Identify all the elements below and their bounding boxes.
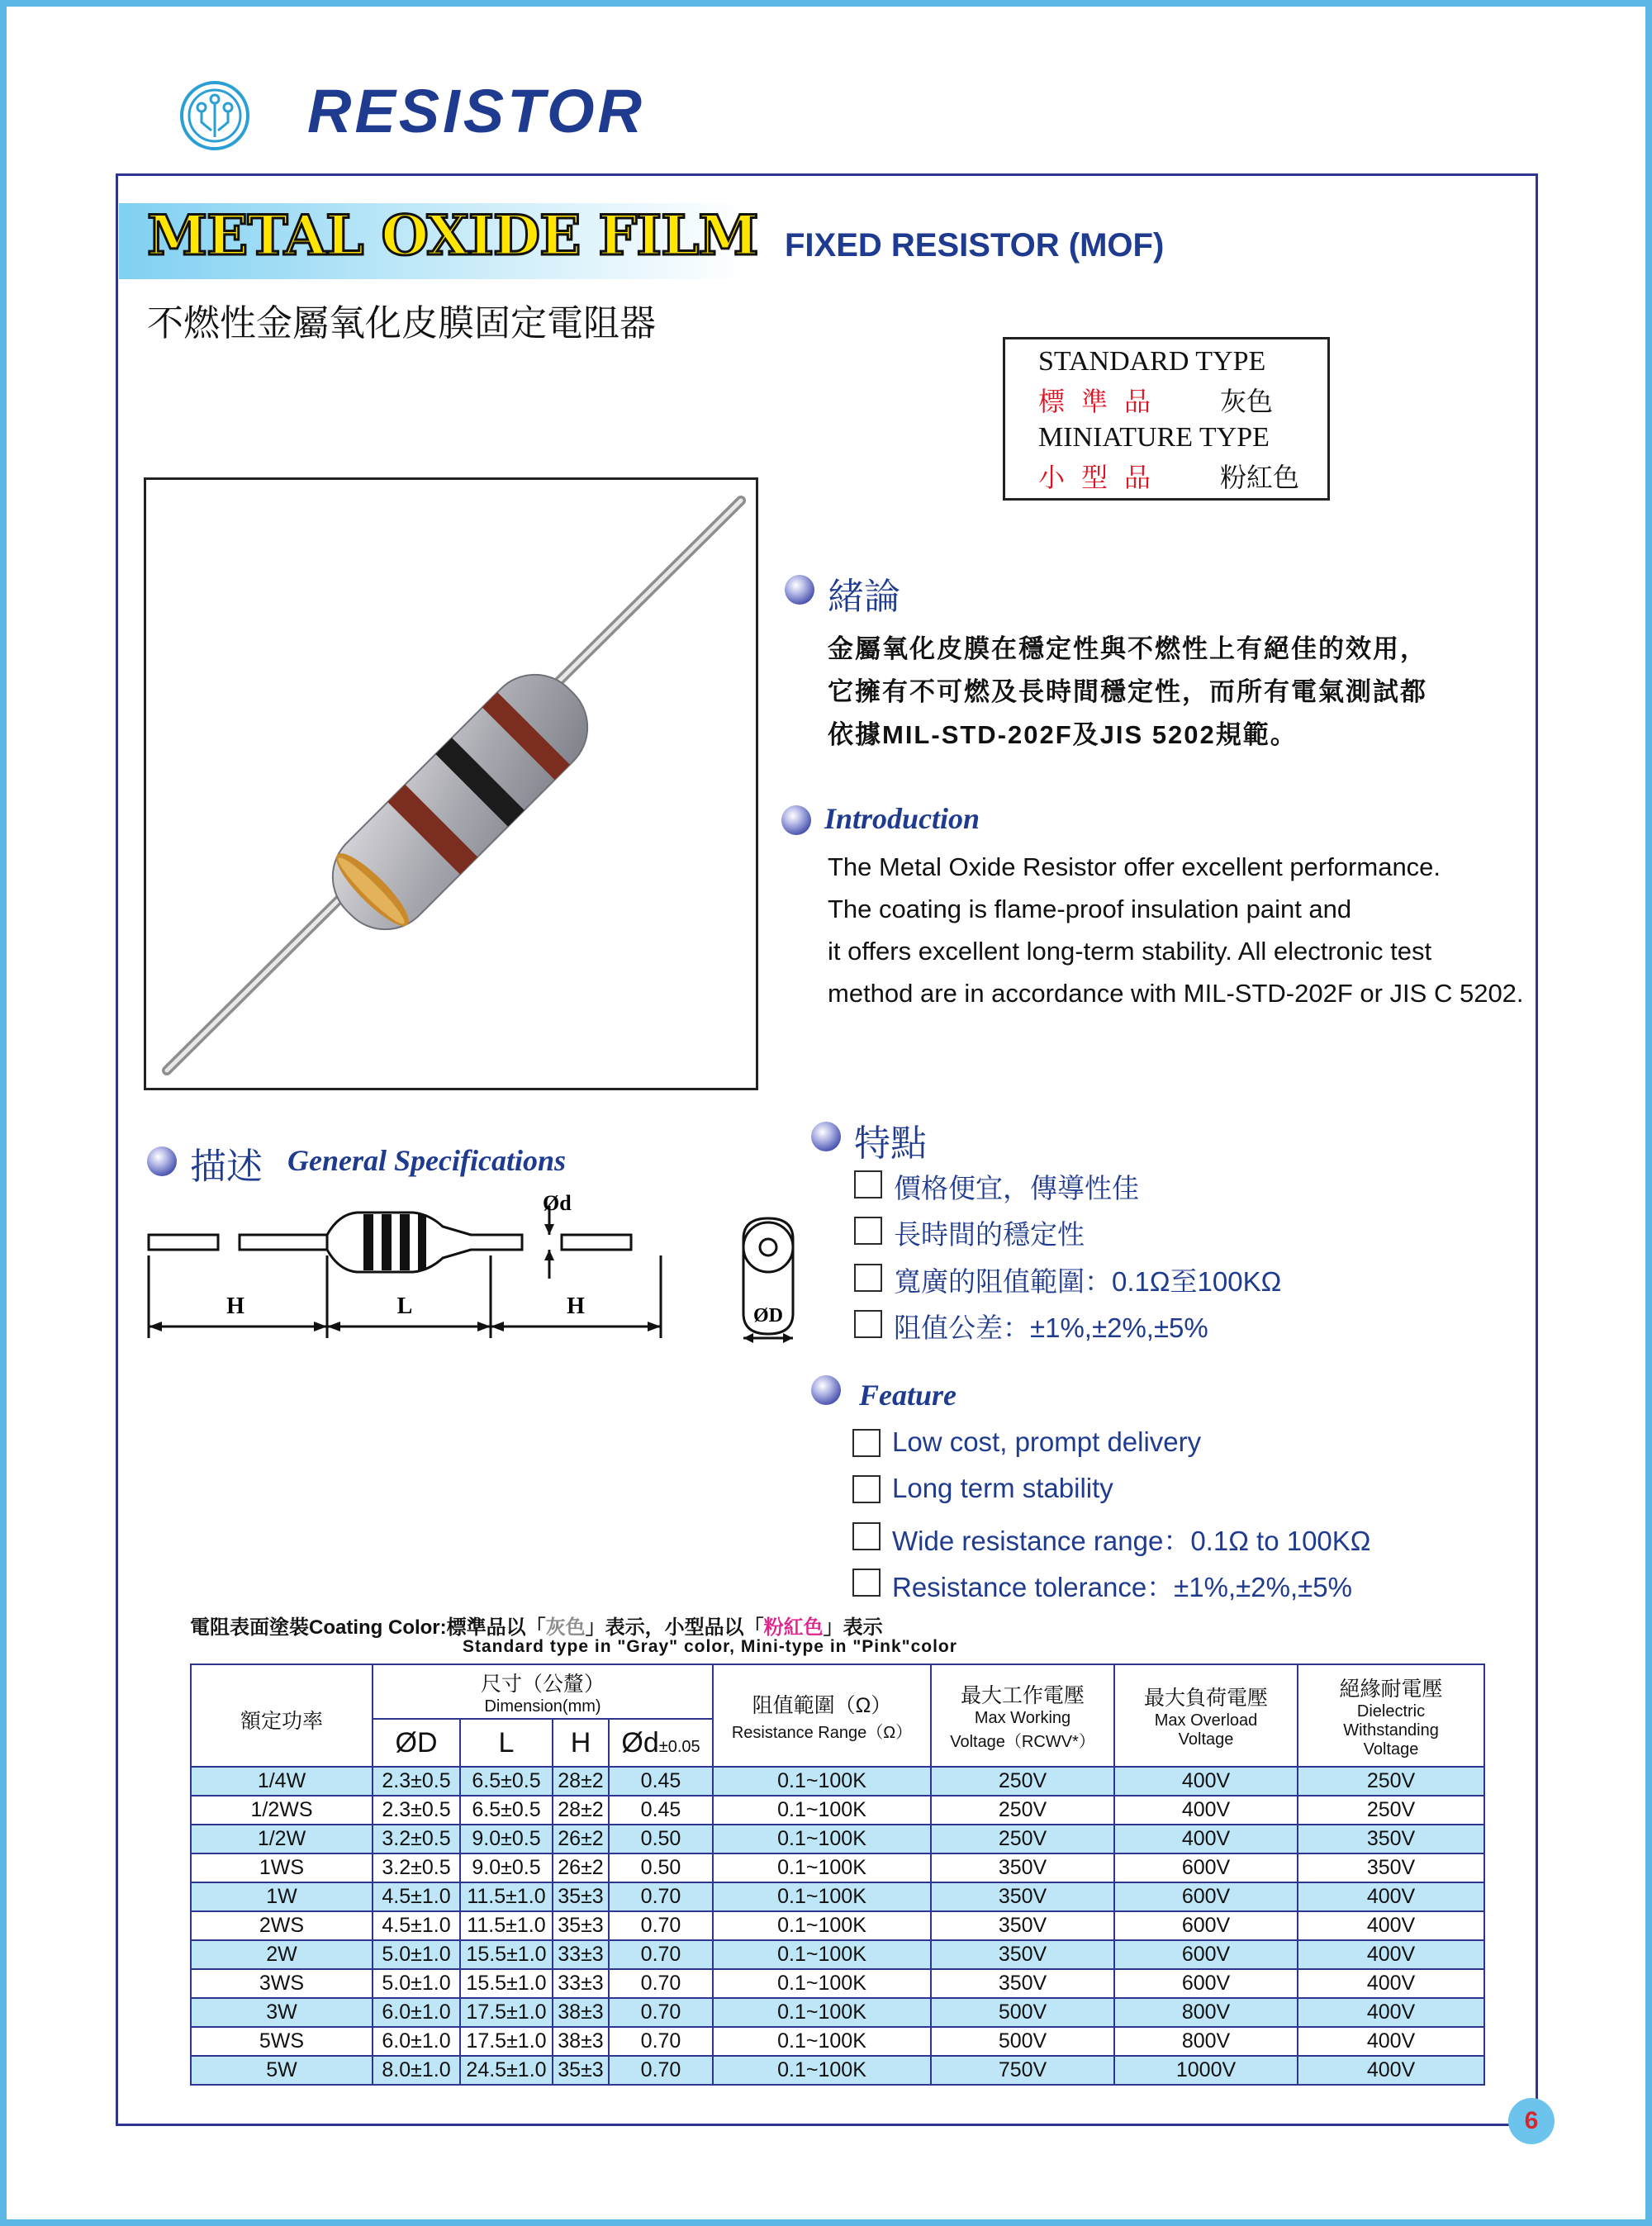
cell-resistance-range: 0.1~100K bbox=[713, 1796, 931, 1825]
product-photo bbox=[144, 477, 758, 1090]
table-row bbox=[191, 1853, 1484, 1882]
product-title: METAL OXIDE FILM bbox=[147, 203, 758, 268]
page-number: 6 bbox=[1508, 2098, 1555, 2144]
cell-lead-diameter: 0.50 bbox=[609, 1825, 713, 1853]
cell-diameter: 3.2±0.5 bbox=[373, 1853, 460, 1882]
cell-max-overload-voltage: 600V bbox=[1114, 1853, 1298, 1882]
header-text: Ød bbox=[621, 1726, 659, 1758]
header-text: 額定功率 bbox=[240, 1710, 323, 1733]
cell-max-working-voltage: 350V bbox=[931, 1882, 1114, 1911]
cell-lead-length: 26±2 bbox=[553, 1853, 609, 1882]
cell-dielectric-voltage: 400V bbox=[1298, 1940, 1484, 1969]
miniature-type-label: MINIATURE TYPE bbox=[1038, 422, 1270, 453]
feature-en-4: Resistance tolerance：±1%,±2%,±5% bbox=[892, 1572, 1352, 1602]
cell-resistance-range: 0.1~100K bbox=[713, 1853, 931, 1882]
cell-max-working-voltage: 250V bbox=[931, 1825, 1114, 1853]
cell-max-overload-voltage: 600V bbox=[1114, 1969, 1298, 1998]
cell-lead-length: 35±3 bbox=[553, 1911, 609, 1940]
coating-suffix: 」表示 bbox=[823, 1616, 883, 1639]
cell-resistance-range: 0.1~100K bbox=[713, 1911, 931, 1940]
feature-en-1: Low cost, prompt delivery bbox=[892, 1426, 1202, 1457]
specs-heading-en: General Specifications bbox=[287, 1144, 566, 1177]
cell-max-overload-voltage: 600V bbox=[1114, 1882, 1298, 1911]
cell-lead-diameter: 0.70 bbox=[609, 1940, 713, 1969]
cell-power-rating: 5W bbox=[191, 2056, 373, 2085]
cell-power-rating: 1/4W bbox=[191, 1767, 373, 1796]
header-text: Max Working bbox=[974, 1709, 1071, 1727]
header-lead-length: H bbox=[553, 1719, 609, 1767]
cell-length: 11.5±1.0 bbox=[460, 1882, 553, 1911]
cell-resistance-range: 0.1~100K bbox=[713, 1998, 931, 2027]
dim-label-h: H bbox=[226, 1293, 244, 1319]
header-text: Dielectric bbox=[1356, 1702, 1426, 1721]
feature-en-3: Wide resistance range：0.1Ω to 100KΩ bbox=[892, 1526, 1371, 1556]
header-text: Dimension(mm) bbox=[484, 1697, 601, 1716]
cell-lead-length: 38±3 bbox=[553, 1998, 609, 2027]
cell-diameter: 4.5±1.0 bbox=[373, 1882, 460, 1911]
cell-dielectric-voltage: 400V bbox=[1298, 2056, 1484, 2085]
table-row bbox=[191, 2027, 1484, 2056]
cell-diameter: 5.0±1.0 bbox=[373, 1940, 460, 1969]
header-text: ±0.05 bbox=[658, 1737, 700, 1756]
cell-lead-length: 35±3 bbox=[553, 2056, 609, 2085]
cell-power-rating: 1WS bbox=[191, 1853, 373, 1882]
header-diameter: ØD bbox=[373, 1719, 460, 1767]
cell-max-overload-voltage: 400V bbox=[1114, 1825, 1298, 1853]
cell-diameter: 2.3±0.5 bbox=[373, 1796, 460, 1825]
cell-max-overload-voltage: 800V bbox=[1114, 1998, 1298, 2027]
header-text: 最大工作電壓 bbox=[961, 1684, 1085, 1707]
cell-resistance-range: 0.1~100K bbox=[713, 1825, 931, 1853]
cell-max-overload-voltage: 600V bbox=[1114, 1940, 1298, 1969]
cell-diameter: 8.0±1.0 bbox=[373, 2056, 460, 2085]
cell-power-rating: 1/2W bbox=[191, 1825, 373, 1853]
cell-diameter: 6.0±1.0 bbox=[373, 1998, 460, 2027]
cell-max-working-voltage: 500V bbox=[931, 2027, 1114, 2056]
checkbox-icon bbox=[854, 1170, 882, 1198]
cell-max-overload-voltage: 400V bbox=[1114, 1767, 1298, 1796]
miniature-type-color: 粉紅色 bbox=[1220, 462, 1300, 493]
cell-max-working-voltage: 500V bbox=[931, 1998, 1114, 2027]
cell-dielectric-voltage: 350V bbox=[1298, 1853, 1484, 1882]
spec-table bbox=[190, 1664, 1485, 2086]
header-resistance-range bbox=[713, 1664, 931, 1767]
feature-zh-4: 阻值公差：±1%,±2%,±5% bbox=[894, 1312, 1208, 1343]
coating-prefix: 電阻表面塗裝Coating Color:標準品以「 bbox=[190, 1616, 546, 1639]
header-text: 絕緣耐電壓 bbox=[1339, 1677, 1443, 1701]
cell-power-rating: 2WS bbox=[191, 1911, 373, 1940]
header-text: Withstanding bbox=[1343, 1721, 1439, 1740]
feature-zh-1: 價格便宜，傳導性佳 bbox=[894, 1173, 1139, 1203]
checkbox-icon bbox=[852, 1429, 881, 1457]
intro-zh-line-2: 它擁有不可燃及長時間穩定性，而所有電氣測試都 bbox=[828, 677, 1427, 706]
intro-zh-line-1: 金屬氧化皮膜在穩定性與不燃性上有絕佳的效用， bbox=[828, 634, 1427, 663]
checkbox-icon bbox=[852, 1475, 881, 1503]
intro-en-line-4: method are in accordance with MIL-STD-202F or JIS C 5202. bbox=[828, 979, 1524, 1008]
circuit-logo-icon bbox=[178, 79, 251, 152]
features-zh-heading: 特點 bbox=[854, 1123, 927, 1164]
coating-middle: 」表示，小型品以「 bbox=[585, 1616, 764, 1639]
cell-resistance-range: 0.1~100K bbox=[713, 1940, 931, 1969]
cell-lead-length: 33±3 bbox=[553, 1969, 609, 1998]
cell-length: 17.5±1.0 bbox=[460, 1998, 553, 2027]
standard-type-zh: 標準品 bbox=[1038, 386, 1168, 417]
cell-dielectric-voltage: 400V bbox=[1298, 2027, 1484, 2056]
cell-max-overload-voltage: 600V bbox=[1114, 1911, 1298, 1940]
header-max-overload-voltage bbox=[1114, 1664, 1298, 1767]
dim-label-h: H bbox=[567, 1293, 585, 1319]
cell-dielectric-voltage: 400V bbox=[1298, 1969, 1484, 1998]
cell-max-working-voltage: 350V bbox=[931, 1853, 1114, 1882]
header-text: Max Overload bbox=[1154, 1711, 1258, 1730]
cell-lead-length: 33±3 bbox=[553, 1940, 609, 1969]
header-text: 最大負荷電壓 bbox=[1144, 1687, 1269, 1710]
table-row bbox=[191, 1998, 1484, 2027]
cell-power-rating: 3W bbox=[191, 1998, 373, 2027]
bullet-icon bbox=[785, 575, 814, 605]
cell-lead-diameter: 0.50 bbox=[609, 1853, 713, 1882]
feature-zh-2: 長時間的穩定性 bbox=[894, 1219, 1085, 1250]
cell-lead-diameter: 0.70 bbox=[609, 1882, 713, 1911]
dim-label-l: L bbox=[396, 1293, 413, 1319]
cell-length: 9.0±0.5 bbox=[460, 1825, 553, 1853]
cell-max-working-voltage: 350V bbox=[931, 1969, 1114, 1998]
cell-lead-length: 26±2 bbox=[553, 1825, 609, 1853]
coating-pink: 粉紅色 bbox=[763, 1616, 824, 1639]
cell-lead-length: 35±3 bbox=[553, 1882, 609, 1911]
cell-diameter: 4.5±1.0 bbox=[373, 1911, 460, 1940]
cell-diameter: 5.0±1.0 bbox=[373, 1969, 460, 1998]
cell-lead-diameter: 0.70 bbox=[609, 1969, 713, 1998]
dim-label-small-d: Ød bbox=[543, 1191, 572, 1215]
cell-max-working-voltage: 250V bbox=[931, 1767, 1114, 1796]
standard-type-label: STANDARD TYPE bbox=[1038, 346, 1266, 377]
checkbox-icon bbox=[852, 1522, 881, 1550]
cell-length: 15.5±1.0 bbox=[460, 1940, 553, 1969]
cell-resistance-range: 0.1~100K bbox=[713, 1767, 931, 1796]
resistor-illustration bbox=[146, 480, 756, 1088]
cell-resistance-range: 0.1~100K bbox=[713, 2056, 931, 2085]
cell-length: 6.5±0.5 bbox=[460, 1767, 553, 1796]
header-lead-diameter bbox=[609, 1719, 713, 1767]
cell-resistance-range: 0.1~100K bbox=[713, 1882, 931, 1911]
intro-en-line-2: The coating is flame-proof insulation paint and bbox=[828, 895, 1352, 923]
intro-en-line-3: it offers excellent long-term stability. All electronic test bbox=[828, 937, 1432, 966]
product-subtitle: FIXED RESISTOR (MOF) bbox=[785, 227, 1165, 263]
cell-resistance-range: 0.1~100K bbox=[713, 2027, 931, 2056]
cell-max-working-voltage: 350V bbox=[931, 1940, 1114, 1969]
cell-length: 11.5±1.0 bbox=[460, 1911, 553, 1940]
cell-lead-length: 28±2 bbox=[553, 1767, 609, 1796]
dimension-diagram bbox=[140, 1181, 834, 1346]
bullet-icon bbox=[147, 1146, 177, 1176]
bullet-icon bbox=[781, 805, 811, 835]
cell-dielectric-voltage: 250V bbox=[1298, 1796, 1484, 1825]
cell-diameter: 3.2±0.5 bbox=[373, 1825, 460, 1853]
cell-length: 6.5±0.5 bbox=[460, 1796, 553, 1825]
checkbox-icon bbox=[854, 1217, 882, 1245]
standard-type-color: 灰色 bbox=[1220, 386, 1274, 417]
miniature-type-zh: 小型品 bbox=[1038, 462, 1168, 493]
cell-dielectric-voltage: 400V bbox=[1298, 1911, 1484, 1940]
cell-lead-diameter: 0.70 bbox=[609, 1998, 713, 2027]
cell-diameter: 6.0±1.0 bbox=[373, 2027, 460, 2056]
header-max-working-voltage bbox=[931, 1664, 1114, 1767]
specs-heading-zh: 描述 bbox=[190, 1146, 263, 1187]
header-text: Voltage bbox=[1363, 1740, 1419, 1758]
table-row bbox=[191, 1882, 1484, 1911]
cell-max-overload-voltage: 400V bbox=[1114, 1796, 1298, 1825]
cell-max-working-voltage: 250V bbox=[931, 1796, 1114, 1825]
table-row bbox=[191, 1940, 1484, 1969]
header-power-rating bbox=[191, 1664, 373, 1767]
cell-dielectric-voltage: 350V bbox=[1298, 1825, 1484, 1853]
cell-lead-length: 28±2 bbox=[553, 1796, 609, 1825]
checkbox-icon bbox=[854, 1264, 882, 1292]
table-row bbox=[191, 1767, 1484, 1796]
end-view-diagram bbox=[735, 1214, 826, 1346]
cell-max-working-voltage: 750V bbox=[931, 2056, 1114, 2085]
header-text: Voltage bbox=[1178, 1730, 1234, 1749]
intro-zh-line-3: 依據MIL-STD-202F及JIS 5202規範。 bbox=[828, 720, 1298, 749]
cell-resistance-range: 0.1~100K bbox=[713, 1969, 931, 1998]
cell-length: 9.0±0.5 bbox=[460, 1853, 553, 1882]
cell-max-overload-voltage: 1000V bbox=[1114, 2056, 1298, 2085]
cell-power-rating: 3WS bbox=[191, 1969, 373, 1998]
bullet-icon bbox=[811, 1375, 841, 1405]
cell-lead-diameter: 0.70 bbox=[609, 2027, 713, 2056]
cell-lead-diameter: 0.70 bbox=[609, 1911, 713, 1940]
header-length: L bbox=[460, 1719, 553, 1767]
cell-lead-length: 38±3 bbox=[553, 2027, 609, 2056]
feature-zh-3: 寬廣的阻值範圍：0.1Ω至100KΩ bbox=[894, 1266, 1282, 1297]
table-row bbox=[191, 1825, 1484, 1853]
coating-note-en: Standard type in "Gray" color, Mini-type in "Pink"color bbox=[463, 1637, 957, 1656]
cell-length: 15.5±1.0 bbox=[460, 1969, 553, 1998]
cell-power-rating: 1/2WS bbox=[191, 1796, 373, 1825]
coating-note bbox=[190, 1611, 883, 1640]
cell-power-rating: 2W bbox=[191, 1940, 373, 1969]
features-en-heading: Feature bbox=[859, 1379, 957, 1412]
cell-diameter: 2.3±0.5 bbox=[373, 1767, 460, 1796]
table-row bbox=[191, 2056, 1484, 2085]
header-dimension bbox=[373, 1664, 713, 1719]
dim-label-big-d: ØD bbox=[753, 1305, 783, 1327]
cell-dielectric-voltage: 400V bbox=[1298, 1998, 1484, 2027]
header-title: RESISTOR bbox=[307, 77, 645, 145]
coating-gray: 灰色 bbox=[545, 1616, 586, 1639]
cell-length: 17.5±1.0 bbox=[460, 2027, 553, 2056]
intro-zh-heading: 緒論 bbox=[828, 577, 900, 617]
cell-max-working-voltage: 350V bbox=[931, 1911, 1114, 1940]
table-row bbox=[191, 1911, 1484, 1940]
cell-power-rating: 1W bbox=[191, 1882, 373, 1911]
checkbox-icon bbox=[852, 1569, 881, 1597]
table-row bbox=[191, 1969, 1484, 1998]
header-text: Resistance Range（Ω） bbox=[731, 1723, 913, 1742]
cell-lead-diameter: 0.45 bbox=[609, 1767, 713, 1796]
cell-dielectric-voltage: 250V bbox=[1298, 1767, 1484, 1796]
table-row bbox=[191, 1796, 1484, 1825]
intro-en-heading: Introduction bbox=[824, 802, 980, 835]
cell-length: 24.5±1.0 bbox=[460, 2056, 553, 2085]
bullet-icon bbox=[811, 1122, 841, 1151]
product-title-zh: 不燃性金屬氧化皮膜固定電阻器 bbox=[147, 303, 656, 344]
cell-lead-diameter: 0.45 bbox=[609, 1796, 713, 1825]
cell-max-overload-voltage: 800V bbox=[1114, 2027, 1298, 2056]
checkbox-icon bbox=[854, 1310, 882, 1338]
cell-lead-diameter: 0.70 bbox=[609, 2056, 713, 2085]
cell-dielectric-voltage: 400V bbox=[1298, 1882, 1484, 1911]
header-text: 阻值範圍（Ω） bbox=[752, 1693, 892, 1717]
cell-power-rating: 5WS bbox=[191, 2027, 373, 2056]
feature-en-2: Long term stability bbox=[892, 1473, 1113, 1503]
intro-en-line-1: The Metal Oxide Resistor offer excellent performance. bbox=[828, 852, 1441, 881]
type-box bbox=[1003, 337, 1330, 501]
header-text: 尺寸（公釐） bbox=[481, 1672, 605, 1696]
header-text: Voltage（RCWV*） bbox=[950, 1733, 1095, 1751]
header-dielectric-voltage bbox=[1298, 1664, 1484, 1767]
